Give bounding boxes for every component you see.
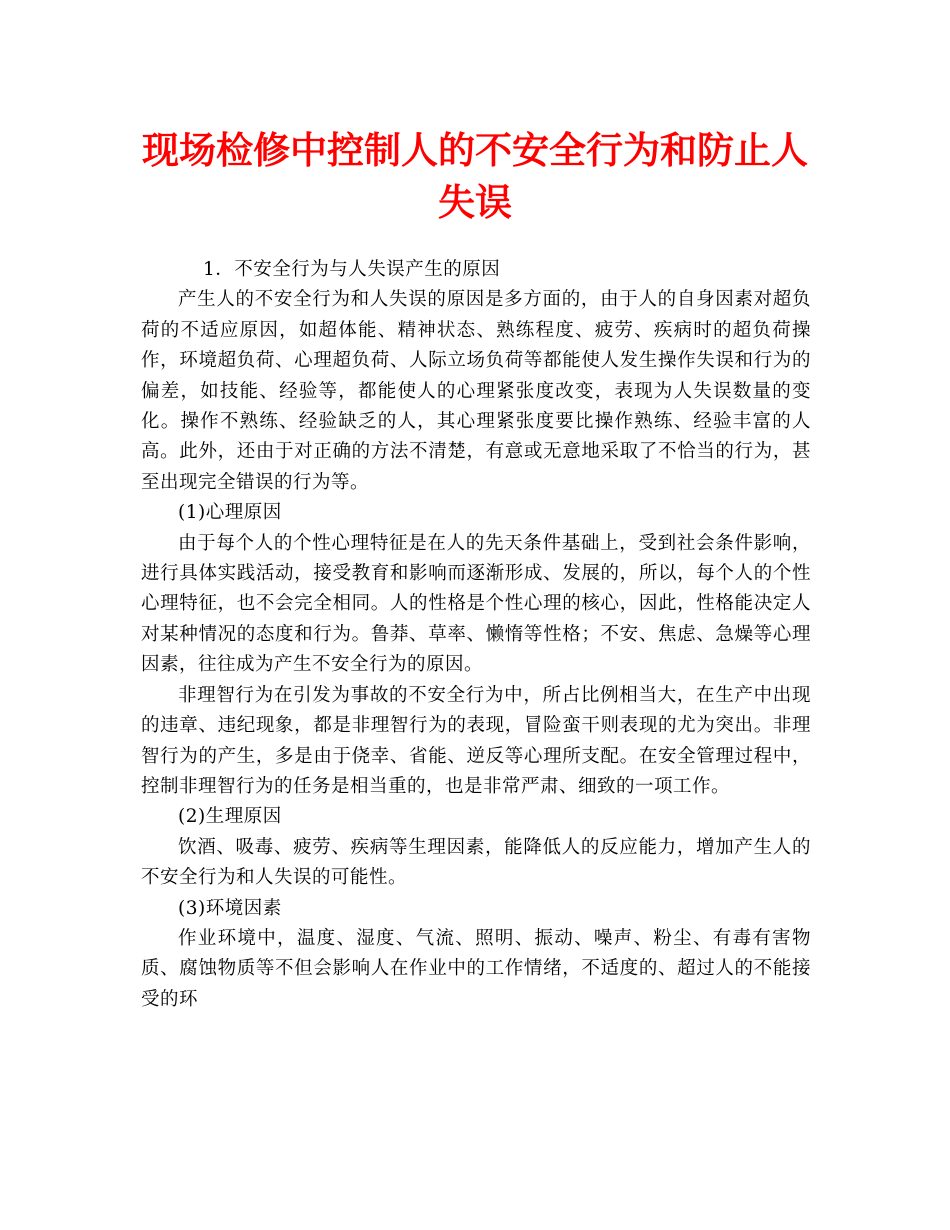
body-paragraph: 作业环境中，温度、湿度、气流、照明、振动、噪声、粉尘、有毒有害物质、腐蚀物质等不但会影响人在作业中的工作情绪，不适度的、超过人的不能接受的环 bbox=[141, 927, 811, 1010]
body-paragraph: 产生人的不安全行为和人失误的原因是多方面的，由于人的自身因素对超负荷的不适应原因，如超体能、精神状态、熟练程度、疲劳、疾病时的超负荷操作，环境超负荷、心理超负荷、人际立场负荷等都能使人发生操作失误和行为的偏差，如技能、经验等，都能使人的心理紧张度改变，表现为人失误数量的变化。操作不熟练、经验缺乏的人，其心理紧张度要比操作熟练、经验丰富的人高。此外，还由于对正确的方法不清楚，有意或无意地采取了不恰当的行为，甚至出现完全错误的行为等。 bbox=[141, 289, 811, 493]
subsection-heading: (3)环境因素 bbox=[178, 897, 282, 919]
subsection-heading: (2)生理原因 bbox=[178, 806, 282, 828]
body-paragraph: 饮酒、吸毒、疲劳、疾病等生理因素，能降低人的反应能力，增加产生人的不安全行为和人失误的可能性。 bbox=[141, 836, 811, 889]
body-paragraph: 由于每个人的个性心理特征是在人的先天条件基础上，受到社会条件影响，进行具体实践活动，接受教育和影响而逐渐形成、发展的，所以，每个人的个性心理特征，也不会完全相同。人的性格是个性心理的核心，因此，性格能决定人对某种情况的态度和行为。鲁莽、草率、懒惰等性格；不安、焦虑、急燥等心理因素，往往成为产生不安全行为的原因。 bbox=[141, 532, 811, 676]
document-body bbox=[141, 255, 811, 1015]
document-title: 现场检修中控制人的不安全行为和防止人失误 bbox=[142, 128, 808, 224]
body-paragraph: 非理智行为在引发为事故的不安全行为中，所占比例相当大，在生产中出现的违章、违纪现象，都是非理智行为的表现，冒险蛮干则表现的尤为突出。非理智行为的产生，多是由于侥幸、省能、逆反等心理所支配。在安全管理过程中，控制非理智行为的任务是相当重的，也是非常严肃、细致的一项工作。 bbox=[141, 684, 811, 797]
section-heading: 1．不安全行为与人失误产生的原因 bbox=[203, 259, 501, 280]
subsection-heading: (1)心理原因 bbox=[178, 502, 282, 524]
